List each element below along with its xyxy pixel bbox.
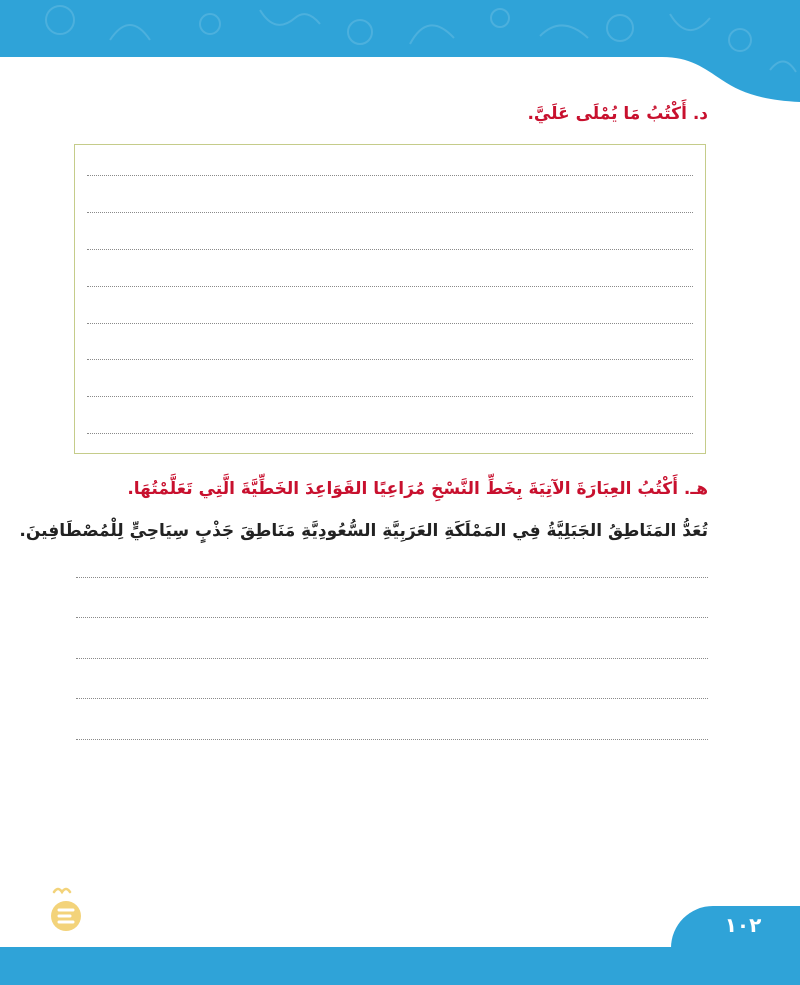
writing-line[interactable] (87, 286, 693, 287)
writing-line[interactable] (87, 433, 693, 434)
bottom-bar (0, 947, 800, 985)
copy-line[interactable] (76, 577, 708, 578)
writing-line[interactable] (87, 249, 693, 250)
copy-line[interactable] (76, 739, 708, 740)
dictation-box[interactable] (74, 144, 706, 454)
copy-line[interactable] (76, 698, 708, 699)
copy-line[interactable] (76, 658, 708, 659)
top-banner (0, 0, 800, 102)
publisher-logo-icon (46, 884, 86, 934)
writing-line[interactable] (87, 175, 693, 176)
exercise-h-heading: هـ. أَكْتُبُ العِبَارَةَ الآتِيَةَ بِخَطِّ النَّسْخِ مُرَاعِيًا القَوَاعِدَ الخَطِّيَّةَ الَّتِي تَعَلَّمْتُهَا. (127, 479, 708, 499)
writing-line[interactable] (87, 396, 693, 397)
exercise-d-heading: د. أَكْتُبُ مَا يُمْلَى عَلَيَّ. (527, 104, 708, 124)
page-number: ١٠٢ (724, 913, 762, 937)
copy-line[interactable] (76, 617, 708, 618)
writing-line[interactable] (87, 359, 693, 360)
model-sentence: تُعَدُّ المَنَاطِقُ الجَبَلِيَّةُ فِي المَمْلَكَةِ العَرَبِيَّةِ السُّعُودِيَّةِ مَنَاطِقَ جَذْبٍ سِيَاحِيٍّ لِلْمُصْطَافِينَ. (19, 521, 708, 541)
writing-line[interactable] (87, 212, 693, 213)
writing-line[interactable] (87, 323, 693, 324)
